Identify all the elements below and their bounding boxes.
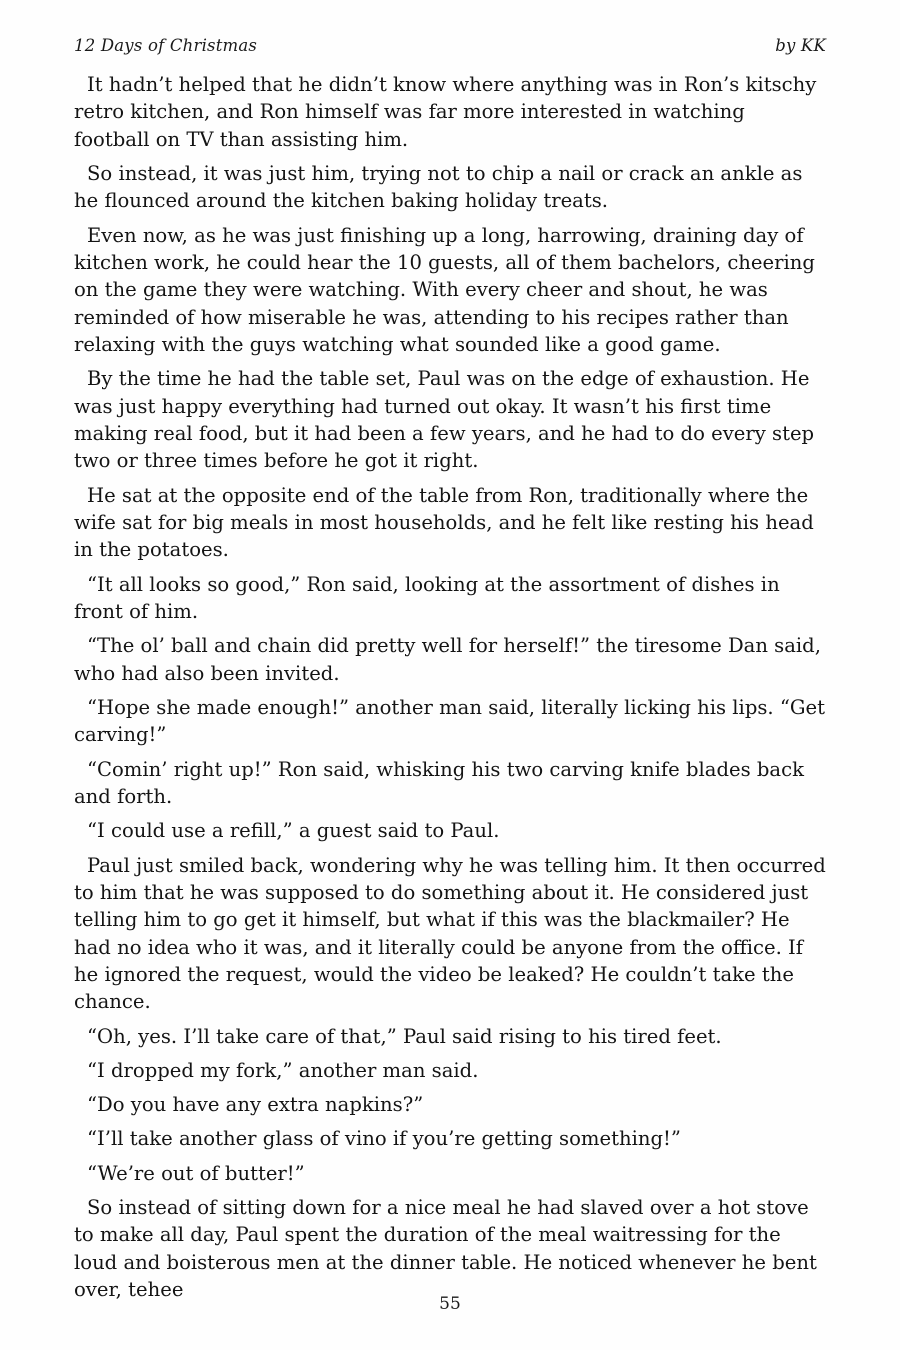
paragraph: “I could use a refill,” a guest said to Paul. xyxy=(87,819,500,843)
paragraph: So instead of sitting down for a nice meal he had slaved over a hot stove to make all day, Paul spent the duration of the meal waitressing for the loud and boisterous men at the dinner table. He noticed whenever he bent over, tehee xyxy=(74,1196,817,1302)
running-head xyxy=(74,36,826,55)
paragraph: “We’re out of butter!” xyxy=(87,1161,305,1185)
paragraph: He sat at the opposite end of the table from Ron, traditionally where the wife sat for big meals in most households, and he felt like resting his head in the potatoes. xyxy=(74,483,814,562)
paragraph: “It all looks so good,” Ron said, looking at the assortment of dishes in front of him. xyxy=(74,572,780,623)
running-head-author: by KK xyxy=(775,36,826,55)
paragraph: “Comin’ right up!” Ron said, whisking his two carving knife blades back and forth. xyxy=(74,757,804,808)
paragraph: Paul just smiled back, wondering why he was telling him. It then occurred to him that he was supposed to do something about it. He considered just telling him to go get it himself, but what if this was the blackmailer? He had no idea who it was, and it literally could be anyone from the office. If he ignored the request, would the video be leaked? He couldn’t take the chance. xyxy=(74,853,826,1014)
page-number: 55 xyxy=(439,1294,461,1314)
page-body xyxy=(74,71,826,1303)
paragraph: “Oh, yes. I’ll take care of that,” Paul said rising to his tired feet. xyxy=(87,1024,722,1048)
paragraph: “Hope she made enough!” another man said, literally licking his lips. “Get carving!” xyxy=(74,695,826,747)
paragraph: By the time he had the table set, Paul was on the edge of exhaustion. He was just happy everything had turned out okay. It wasn’t his first time making real food, but it had been a few years, and he had to do every step two or three times before he got it right. xyxy=(74,367,815,473)
paragraph: “I dropped my fork,” another man said. xyxy=(87,1058,479,1082)
running-head-title: 12 Days of Christmas xyxy=(74,36,258,55)
paragraph: Even now, as he was just finishing up a long, harrowing, draining day of kitchen work, he could hear the 10 guests, all of them bachelors, cheering on the game they were watching. With every cheer and shout, he was reminded of how miserable he was, attending to his recipes rather than relaxing with the guys watching what sounded like a good game. xyxy=(74,223,815,356)
paragraph: So instead, it was just him, trying not to chip a nail or crack an ankle as he flounced around the kitchen baking holiday treats. xyxy=(74,161,803,213)
paragraph: “Do you have any extra napkins?” xyxy=(87,1093,424,1117)
paragraph: “I’ll take another glass of vino if you’re getting something!” xyxy=(87,1127,681,1151)
paragraph: “The ol’ ball and chain did pretty well for herself!” the tiresome Dan said, who had also been invited. xyxy=(74,634,821,685)
paragraph: It hadn’t helped that he didn’t know where anything was in Ron’s kitschy retro kitchen, and Ron himself was far more interested in watching football on TV than assisting him. xyxy=(74,73,817,151)
